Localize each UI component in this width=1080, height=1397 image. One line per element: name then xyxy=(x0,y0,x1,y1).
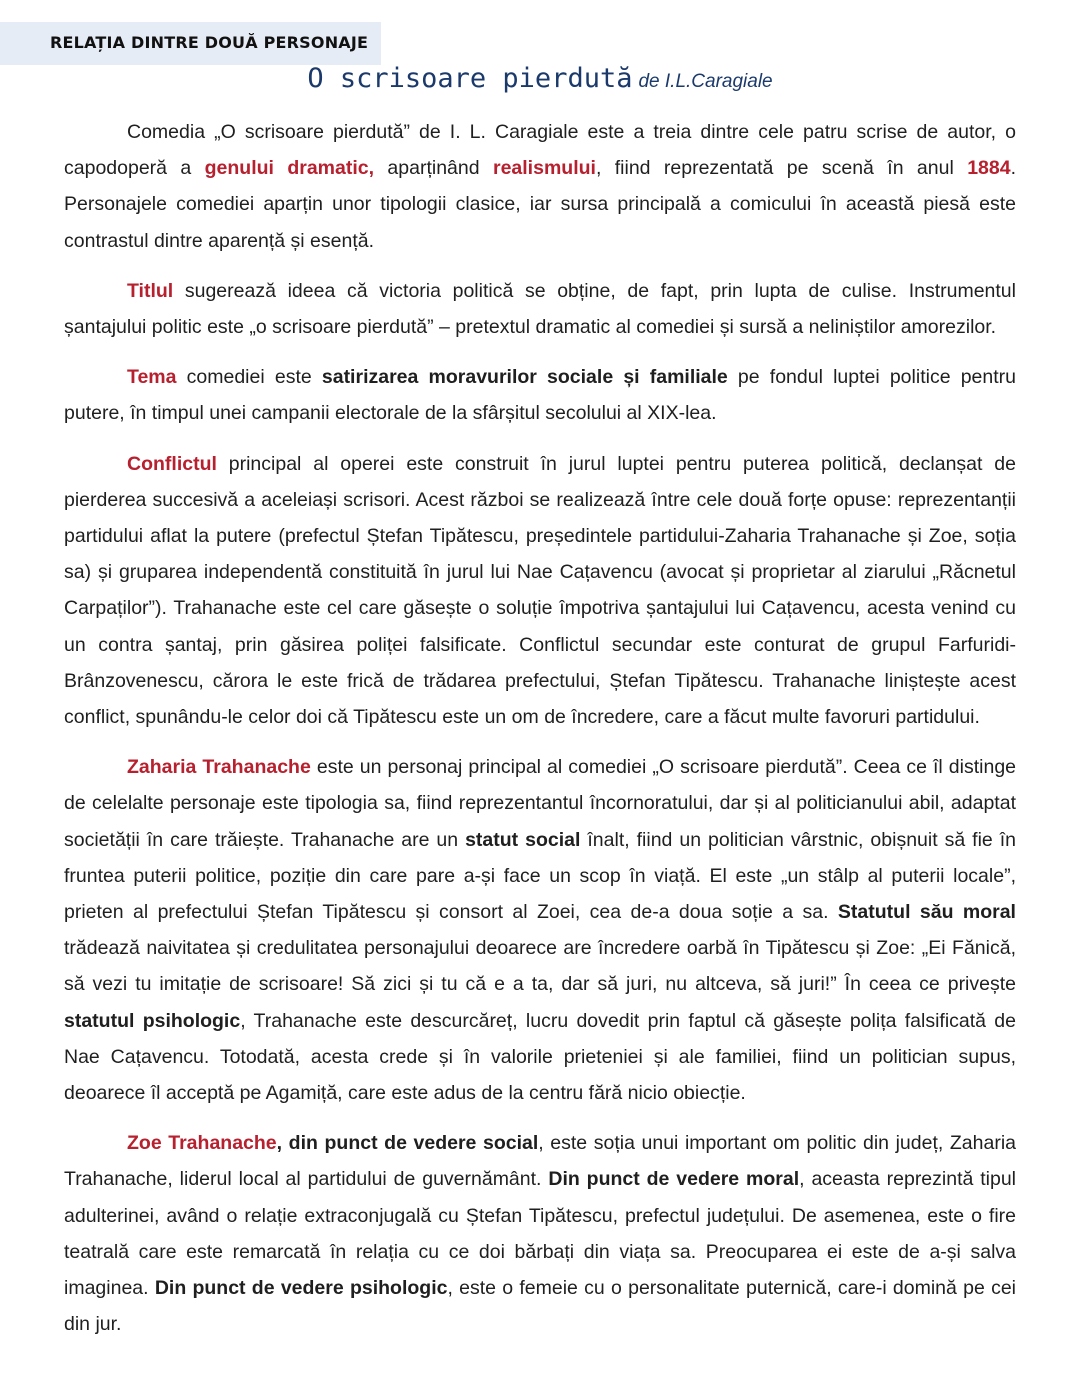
text: trădează naivitatea și credulitatea personajului deoarece are încredere oarbă în Tipătescu și Zoe: „Ei Fănică, să vezi tu imitație de scrisoare! Să zici și tu că e a ta, dar să juri, nu altceva, să juri!” În ceea ce privește xyxy=(64,937,1016,996)
paragraph-title xyxy=(64,273,1016,345)
text: aparținând xyxy=(374,157,493,180)
text: , fiind reprezentată pe scenă în anul xyxy=(595,157,968,180)
bold-phrase: Statutul său moral xyxy=(837,901,1016,924)
keyword-zaharia-trahanache: Zaharia Trahanache xyxy=(127,756,311,779)
work-title: O scrisoare pierdută xyxy=(307,63,633,94)
text: sugerează ideea că victoria politică se obține, de fapt, prin lupta de culise. Instrumentul șantajului politic este „o scrisoare pierdută” – pretextul dramatic al comediei și sursă a neliniștilor amorezilor. xyxy=(64,279,1016,339)
text: principal al operei este construit în jurul luptei pentru puterea politică, declanșat de pierderea succesivă a aceleiași scrisori. Acest război se realizează între cele două forțe opuse: reprezentanții partidului aflat la putere (prefectul Ștefan Tipătescu, președintele partidului-Zaharia Trahanache și Zoe, soția sa) și gruparea independentă constituită în jurul lui Nae Cațavencu (avocat și proprietar al ziarului „Răcnetul Carpaților”). Trahanache este cel care găsește o soluție împotriva șantajului lui Cațavencu, acesta venind cu un contra șantaj, prin găsirea poliței falsificate. Conflictul secundar este conturat de grupul Farfuridi-Brânzovenescu, cărora le este frică de trădarea prefectului, Ștefan Tipătescu. Trahanache liniștește acest conflict, spunându-le celor doi că Tipătescu este un om de încredere, care a făcut multe favoruri partidului. xyxy=(64,452,1016,729)
section-label: RELAȚIA DINTRE DOUĂ PERSONAJE xyxy=(50,33,369,52)
document-body xyxy=(64,114,1016,1357)
text: comediei este xyxy=(176,366,322,389)
text: este un personaj principal al comediei „O scrisoare pierdută”. Ceea ce îl distinge de celelalte personaje este tipologia sa, fiind reprezentantul încornoratului, dar și al politicianului abil, adaptat societății în care trăiește. Trahanache are un xyxy=(64,756,1017,851)
text: , Trahanache este descurcăreț, lucru dovedit prin faptul că găsește polița falsificată de Nae Cațavencu. Totodată, acesta crede și în valorile prieteniei și ale familiei, fiind un politician supus, deoarece îl acceptă pe Agamiță, care este adus de la centru fără nicio obiecție. xyxy=(64,1009,1016,1105)
highlight-year: 1884 xyxy=(967,157,1011,180)
paragraph-trahanache xyxy=(64,749,1016,1111)
paragraph-conflict xyxy=(64,446,1016,736)
text: înalt, fiind un politician vârstnic, obișnuit să fie în fruntea puterii politice, poziție din care pare a-și face un scop în viață. El este „un stâlp al puterii locale”, prieten al prefectului Ștefan Tipătescu și consort al Zoei, cea de-a doua soție a sa. xyxy=(64,828,1016,924)
bold-phrase: satirizarea moravurilor sociale și familiale xyxy=(321,366,728,389)
bold-phrase: , din punct de vedere social xyxy=(276,1132,539,1155)
author-line: de I.L.Caragiale xyxy=(638,71,773,92)
highlight-movement: realismului xyxy=(492,157,596,180)
paragraph-zoe xyxy=(64,1125,1016,1342)
section-header-band xyxy=(0,22,381,65)
keyword-zoe-trahanache: Zoe Trahanache xyxy=(127,1132,277,1155)
text: Comedia „O scrisoare pierdută” de I. L. Caragiale este a treia dintre cele patru scrise de autor, o capodoperă a xyxy=(64,121,1016,180)
highlight-genre: genului dramatic, xyxy=(204,157,375,180)
bold-phrase: Din punct de vedere moral xyxy=(548,1168,800,1191)
bold-phrase: statutul psihologic xyxy=(64,1009,241,1032)
text: , este o femeie cu o personalitate puternică, care-i domină pe cei din jur. xyxy=(64,1277,1017,1336)
keyword-conflictul: Conflictul xyxy=(127,452,217,475)
paragraph-intro xyxy=(64,114,1016,259)
text: pe fondul luptei politice pentru putere, în timpul unei campanii electorale de la sfârșitul secolului al XIX-lea. xyxy=(64,366,1016,425)
bold-phrase: statut social xyxy=(465,828,581,851)
text: . Personajele comediei aparțin unor tipologii clasice, iar sursa principală a comicului în această piesă este contrastul dintre aparență și esență. xyxy=(64,157,1016,252)
text: , aceasta reprezintă tipul adulterinei, având o relație extraconjugală cu Ștefan Tipătescu, prefectul județului. De asemenea, este o fire teatrală care este remarcată în relația cu ce doi bărbați din viața sa. Preocuparea ei este de a-și salva imaginea. xyxy=(64,1168,1017,1300)
keyword-tema: Tema xyxy=(127,366,177,389)
text: , este soția unui important om politic din județ, Zaharia Trahanache, liderul local al partidului de guvernământ. xyxy=(64,1132,1016,1191)
paragraph-theme xyxy=(64,359,1016,431)
keyword-titlul: Titlul xyxy=(127,279,174,302)
bold-phrase: Din punct de vedere psihologic xyxy=(154,1277,448,1300)
document-title xyxy=(0,63,1080,94)
